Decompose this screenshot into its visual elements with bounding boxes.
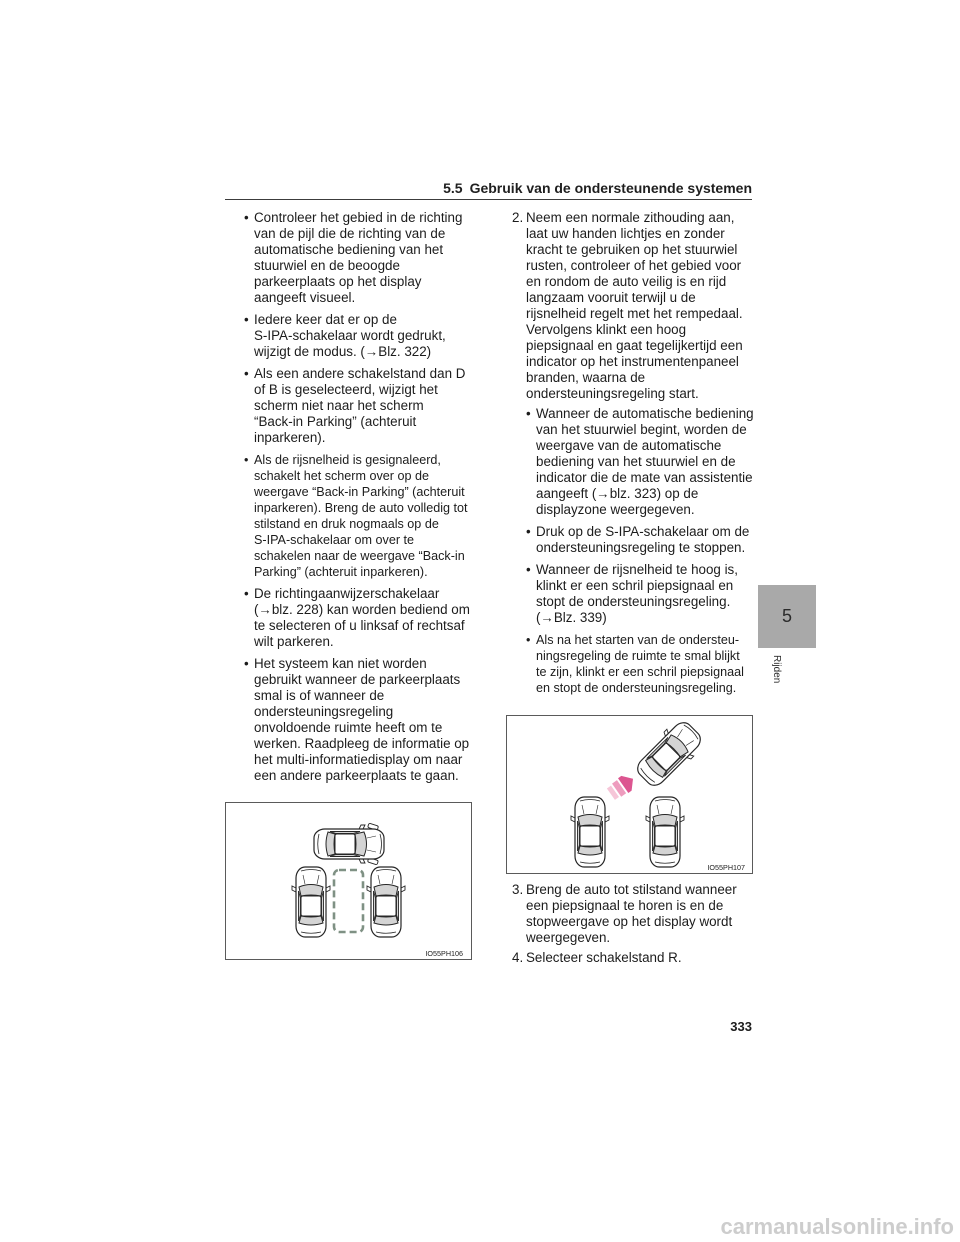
text-line: (→Blz. 339) [536, 610, 607, 625]
text-line: indicator op het instrumentenpaneel [526, 354, 739, 369]
text-line: piepsignaal en gaat tegelijkertijd een [526, 338, 743, 353]
bullet-marker: • [244, 366, 249, 381]
bullet-marker: • [526, 406, 531, 421]
text-line: het multi-informatiedisplay om naar [254, 752, 463, 767]
parked-car-left [292, 867, 330, 937]
text-line: bediening van het stuurwiel en de [536, 454, 736, 469]
text-line: stopt de ondersteuningsregeling. [536, 594, 731, 609]
figure-parking-space [225, 802, 472, 960]
note-item [512, 632, 757, 696]
bullet-item [512, 524, 757, 556]
step-number: 2. [512, 210, 524, 225]
text-line: rusten, controleer of het gebied voor [526, 258, 742, 273]
text-line: indicator die de mate van assistentie [536, 470, 753, 485]
text-line: aangeeft visueel. [254, 290, 356, 305]
text-line: te zijn, klinkt er een schril piepsignaal [536, 665, 744, 679]
chapter-label: Rijden [771, 655, 782, 684]
text-line: Het systeem kan niet worden [254, 656, 427, 671]
bullet-marker: • [244, 210, 249, 225]
text-line: van het stuurwiel begint, worden de [536, 422, 747, 437]
text-line: aangeeft (→blz. 323) op de [536, 486, 699, 501]
figure-parking-space-drawing [225, 802, 472, 960]
text-line: stopweergave op het display wordt [526, 914, 733, 929]
bullet-item [242, 586, 474, 650]
text-line: of B is geselecteerd, wijzigt het [254, 382, 438, 397]
bullet-marker: • [244, 312, 249, 327]
text-line: displayzone weergegeven. [536, 502, 695, 517]
bullet-marker: • [526, 524, 531, 539]
text-line: Als de rijsnelheid is gesignaleerd, [254, 453, 441, 467]
parked-car-left [571, 797, 609, 867]
text-line: werken. Raadpleeg de informatie op [254, 736, 470, 751]
text-line: rijsnelheid regelt met het rempedaal. [526, 306, 743, 321]
text-line: een piepsignaal te horen is en de [526, 898, 724, 913]
section-header [443, 180, 752, 196]
maneuvering-car [314, 823, 384, 865]
maneuvering-car-body [314, 825, 384, 863]
text-line: inparkeren). [254, 430, 326, 445]
text-line: Als een andere schakelstand dan D [254, 366, 466, 381]
figure-forward-maneuver-drawing [506, 715, 753, 874]
text-line: S-IPA-schakelaar om over te [254, 533, 415, 547]
text-line: laat uw handen lichtjes en zonder [526, 226, 725, 241]
text-line: branden, waarna de [526, 370, 646, 385]
text-line: klinkt er een schril piepsignaal en [536, 578, 734, 593]
right-column [512, 210, 757, 696]
text-line: Controleer het gebied in de richting [254, 210, 463, 225]
figure-forward-maneuver [506, 715, 753, 874]
text-line: parkeerplaats op het display [254, 274, 422, 289]
text-line: weergegeven. [526, 930, 611, 945]
text-line: “Back-in Parking” (achteruit [254, 414, 417, 429]
step-3 [512, 882, 757, 946]
section-title: Gebruik van de ondersteunende systemen [469, 180, 752, 196]
text-line: ondersteuningsregeling [254, 704, 394, 719]
step-2 [512, 210, 757, 402]
text-line: en rondom de auto veilig is en rijd [526, 274, 727, 289]
text-line: wijzigt de modus. (→Blz. 322) [254, 344, 432, 359]
left-column [242, 210, 474, 784]
figure-code: IO55PH107 [707, 863, 745, 872]
figure-frame [226, 803, 472, 960]
text-line: kracht te gebruiken op het stuurwiel [526, 242, 738, 257]
header-divider [225, 199, 752, 200]
text-line: ningsregeling de ruimte te smal blijkt [536, 649, 740, 663]
chapter-number: 5 [781, 606, 792, 626]
bullet-item [242, 312, 474, 360]
text-line: Iedere keer dat er op de [254, 312, 397, 327]
watermark: carmanualsonline.info [720, 1214, 954, 1239]
text-line: Selecteer schakelstand R. [526, 950, 682, 965]
text-line: Als na het starten van de ondersteu- [536, 633, 740, 647]
text-line: Neem een normale zithouding aan, [526, 210, 735, 225]
bullet-marker: • [526, 633, 531, 647]
text-line: Druk op de S-IPA-schakelaar om de [536, 524, 750, 539]
text-line: stuurwiel en de beoogde [254, 258, 400, 273]
bullet-marker: • [244, 586, 249, 601]
text-line: Wanneer de rijsnelheid te hoog is, [536, 562, 738, 577]
chapter-tab [758, 585, 816, 648]
text-line: automatische bediening van het [254, 242, 444, 257]
text-line: te selecteren of u linksaf of rechtsaf [254, 618, 465, 633]
text-line: langzaam vooruit terwijl u de [526, 290, 696, 305]
right-column-steps [512, 882, 757, 966]
page-number: 333 [730, 1019, 752, 1034]
bullet-marker: • [526, 562, 531, 577]
text-line: schakelen naar de weergave “Back-in [254, 549, 465, 563]
text-line: ondersteuningsregeling te stoppen. [536, 540, 746, 555]
text-line: S-IPA-schakelaar wordt gedrukt, [254, 328, 446, 343]
text-line: scherm niet naar het scherm [254, 398, 424, 413]
figure-frame [507, 716, 753, 874]
text-line: weergave “Back-in Parking” (achteruit [254, 485, 465, 499]
text-line: (→blz. 228) kan worden bediend om [254, 602, 470, 617]
step-number: 3. [512, 882, 524, 897]
bullet-marker: • [244, 656, 249, 671]
text-line: een andere parkeerplaats te gaan. [254, 768, 459, 783]
bullet-item [512, 406, 757, 518]
section-number: 5.5 [443, 180, 463, 196]
text-line: Breng de auto tot stilstand wanneer [526, 882, 737, 897]
text-line: Vervolgens klinkt een hoog [526, 322, 687, 337]
text-line: schakelt het scherm over op de [254, 469, 430, 483]
bullet-item [242, 656, 474, 784]
note-item [242, 452, 474, 580]
bullet-item [242, 366, 474, 446]
bullet-marker: • [244, 453, 249, 467]
text-line: weergave van de automatische [536, 438, 722, 453]
figure-code: IO55PH106 [425, 949, 463, 958]
bullet-item [242, 210, 474, 306]
text-line: De richtingaanwijzerschakelaar [254, 586, 440, 601]
text-line: onvoldoende ruimte heeft om te [254, 720, 443, 735]
parked-car-right [367, 867, 405, 937]
text-line: Parking” (achteruit inparkeren). [254, 565, 428, 579]
text-line: stilstand en druk nogmaals op de [254, 517, 439, 531]
parked-car-right [646, 797, 684, 867]
text-line: smal is of wanneer de [254, 688, 385, 703]
text-line: inparkeren). Breng de auto volledig tot [254, 501, 468, 515]
text-line: ondersteuningsregeling start. [526, 386, 699, 401]
step-number: 4. [512, 950, 524, 965]
text-line: gebruikt wanneer de parkeerplaats [254, 672, 461, 687]
step-4 [512, 950, 757, 966]
text-line: wilt parkeren. [254, 634, 334, 649]
text-line: Wanneer de automatische bediening [536, 406, 754, 421]
text-line: van de pijl die de richting van de [254, 226, 446, 241]
bullet-item [512, 562, 757, 626]
text-line: en stopt de ondersteuningsregeling. [536, 681, 737, 695]
